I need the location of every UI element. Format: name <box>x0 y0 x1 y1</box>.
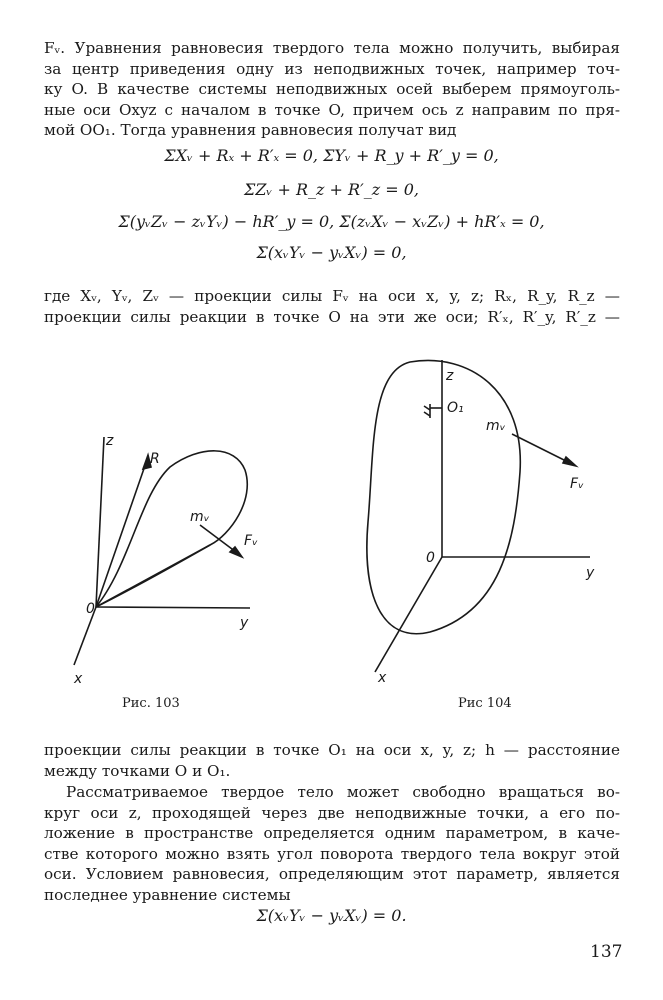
label-f: Fᵥ <box>244 533 258 549</box>
figure-103 <box>60 425 270 695</box>
equation-4: Σ(xᵥYᵥ − yᵥXᵥ) = 0, <box>256 243 407 262</box>
text-line: где Xᵥ, Yᵥ, Zᵥ — проекции силы Fᵥ на оси x, y, z; Rₓ, R_y, R_z — <box>44 287 620 305</box>
text-line: стве которого можно взять угол поворота твердого тела вокруг этой <box>44 844 620 863</box>
text-line: ку O. В качестве системы неподвижных осей выберем прямоуголь- <box>44 80 620 98</box>
text-line: ложение в пространстве определяется одним параметром, в каче- <box>44 824 620 842</box>
text-line: за центр приведения одну из неподвижных точек, например точ- <box>44 59 620 78</box>
label-x: x <box>378 670 387 686</box>
x-axis <box>375 557 442 672</box>
text-line: между точками O и O₁. <box>44 761 231 780</box>
equation-3: Σ(yᵥZᵥ − zᵥYᵥ) − hR′_y = 0, Σ(zᵥXᵥ − xᵥZᵥ) + hR′ₓ = 0, <box>118 212 545 231</box>
paragraph-4 <box>44 782 620 905</box>
label-o: 0 <box>86 601 95 617</box>
text-line: мой OO₁. Тогда уравнения равновесия получат вид <box>44 121 457 139</box>
paragraph-2 <box>44 286 620 327</box>
paragraph-1 <box>44 38 620 141</box>
text-line: оси. Условием равновесия, определяющим этот параметр, является <box>44 865 620 883</box>
text-line: проекции силы реакции в точке O на эти же оси; R′ₓ, R′_y, R′_z — <box>44 307 620 326</box>
label-m: mᵥ <box>190 509 210 525</box>
equation-1: ΣXᵥ + Rₓ + R′ₓ = 0, ΣYᵥ + R_y + R′_y = 0, <box>164 146 499 165</box>
text-line: круг оси z, проходящей через две неподвижные точки, а его по- <box>44 803 620 822</box>
paragraph-3 <box>44 740 620 781</box>
text-line: Рассматриваемое твердое тело может свободно вращаться во- <box>66 783 620 801</box>
page-number: 137 <box>590 942 623 962</box>
y-axis <box>96 607 250 608</box>
label-r: R <box>150 451 160 467</box>
label-z: z <box>446 368 454 384</box>
loop-curve <box>96 451 247 607</box>
figure-104 <box>350 352 610 687</box>
label-o: 0 <box>426 550 435 566</box>
equation-2: ΣZᵥ + R_z + R′_z = 0, <box>244 180 419 199</box>
label-m: mᵥ <box>486 418 506 434</box>
label-y: y <box>586 565 595 581</box>
label-x: x <box>74 671 83 687</box>
label-o1: O₁ <box>447 400 464 416</box>
label-f: Fᵥ <box>570 476 584 492</box>
text-line: последнее уравнение системы <box>44 885 291 904</box>
text-line: Fᵥ. Уравнения равновесия твердого тела можно получить, выбирая <box>44 39 620 57</box>
label-y: y <box>240 615 249 631</box>
text-line: ные оси Oxyz с началом в точке O, причем ось z направим по пря- <box>44 100 620 119</box>
caption-fig-103: Рис. 103 <box>122 696 180 711</box>
body-contour <box>367 360 520 633</box>
final-equation: Σ(xᵥYᵥ − yᵥXᵥ) = 0. <box>256 906 407 925</box>
caption-fig-104: Рис 104 <box>458 696 512 711</box>
text-line: проекции силы реакции в точке O₁ на оси x, y, z; h — расстояние <box>44 741 620 759</box>
z-axis <box>96 437 104 607</box>
label-z: z <box>106 433 114 449</box>
